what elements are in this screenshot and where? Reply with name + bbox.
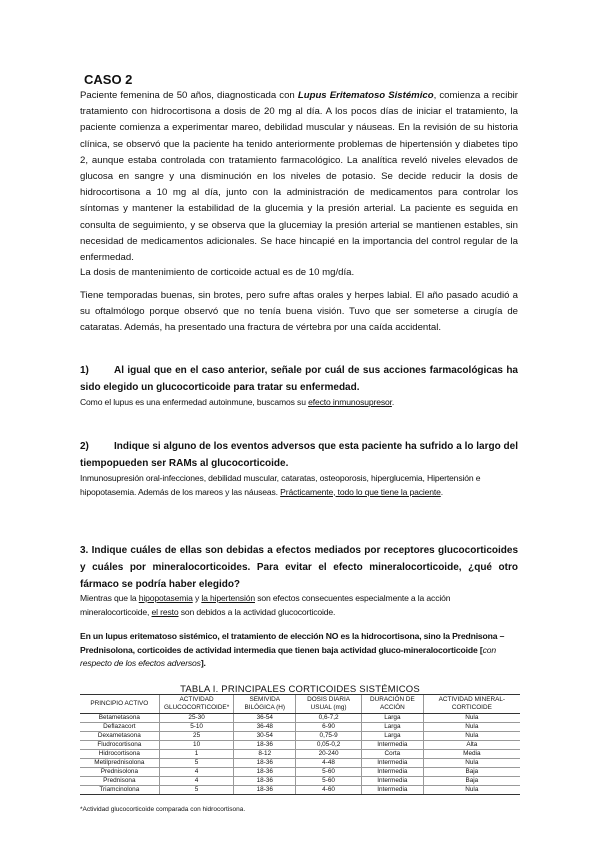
table-cell: 10 — [159, 741, 234, 750]
table-cell: 18-36 — [234, 759, 296, 768]
table-footnote: *Actividad glucocorticoide comparada con hidrocortisona. — [80, 806, 246, 813]
table-row — [80, 741, 520, 750]
table-cell: Hidrocortisona — [80, 750, 159, 759]
table-cell: Nula — [423, 786, 520, 795]
table-cell: 5 — [159, 786, 234, 795]
table-cell: Triamcinolona — [80, 786, 159, 795]
answer-3b-italic: con respecto de los efectos adversos — [80, 644, 496, 668]
header-duracion: DURACIÓN DE ACCIÓN — [362, 695, 424, 714]
table-cell: Baja — [423, 777, 520, 786]
table-row — [80, 759, 520, 768]
table-cell: 5-10 — [159, 723, 234, 732]
answer-3b-end: ]. — [200, 658, 206, 668]
table-cell: 0,75-9 — [296, 732, 362, 741]
question-2-text: Indique si alguno de los eventos adversos que esta paciente ha sufrido a lo largo del tiempopueden ser RAMs al glucocorticoide. — [80, 441, 518, 469]
answer-3a-end: son debidos a la actividad glucocorticoide. — [178, 606, 336, 617]
answer-3a-text: Mientras que la — [80, 593, 139, 603]
table-cell: 25 — [159, 732, 234, 741]
table-cell: 4-48 — [296, 759, 362, 768]
table-cell: Media — [423, 750, 520, 759]
table-cell: 5 — [159, 759, 234, 768]
answer-2-text: Inmunosupresión oral-infecciones, debilidad muscular, cataratas, osteoporosis, hiperglucemia, Hipertensión e hipopotasemia. Además de los mareos y las náuseas. — [80, 473, 481, 497]
table-caption: TABLA I. PRINCIPALES CORTICOIDES SISTÉMICOS — [180, 684, 420, 695]
question-1 — [80, 362, 518, 396]
answer-2-end: . — [440, 486, 444, 497]
table-cell: Deflazacort — [80, 723, 159, 732]
case-text: Paciente femenina de 50 años, diagnosticada con Lupus Eritematoso Sistémico, comienza a recibir tratamiento con hidrocortisona a dosis de 20 mg al día. A los pocos días de iniciar el tratamiento, la paciente comienza a experimentar mareo, debilidad muscular y náuseas. En la revisión de su historia clínica, se observó que la paciente ha tenido anteriormente problemas de hipertensión y diabetes tipo 2, aunque estaba controlada con tratamiento farmacológico. La analítica reveló niveles elevados de glucosa en sangre y una disminución en los niveles de potasio. Se decide reducir la dosis de hidrocortisona a 10 mg al día, junto con la administración de medicamentos para controlar los síntomas y mantener la estabilidad de la glucemia y la presión arterial. La paciente es seguida en consulta de seguimiento, y se observa que la glucemiay la presión arterial se mantienen estables, sin necesidad de medicamentos adicionales. Se hace hincapié en la importancia del control regular de la enfermedad. — [80, 90, 519, 264]
table-cell: 18-36 — [234, 777, 296, 786]
table-cell: 30-54 — [234, 732, 296, 741]
table-cell: Larga — [362, 714, 424, 723]
table-row — [80, 768, 520, 777]
table-cell: 1 — [159, 750, 234, 759]
table-cell: 18-36 — [234, 786, 296, 795]
answer-2-underlined: Prácticamente, todo lo que tiene la paciente — [280, 486, 441, 497]
case-title: CASO 2 — [84, 72, 133, 87]
table-cell: 20-240 — [296, 750, 362, 759]
table-cell: Intermedia — [362, 768, 424, 777]
table-cell: Larga — [362, 723, 424, 732]
table-cell: 5-60 — [296, 777, 362, 786]
table-cell: Alta — [423, 741, 520, 750]
table-cell: 0,6-7,2 — [296, 714, 362, 723]
table-cell: Intermedia — [362, 759, 424, 768]
table-row — [80, 732, 520, 741]
table-cell: Baja — [423, 768, 520, 777]
corticoid-table — [80, 694, 520, 795]
answer-3b — [80, 630, 520, 671]
question-1-number: 1) — [80, 365, 89, 376]
question-3: 3. Indique cuáles de ellas son debidas a efectos mediados por receptores glucocorticoides y cuáles por mineralocorticoides. Para evitar el efecto mineralocorticoide, ¿qué otro fármaco se podría haber elegido? — [80, 545, 518, 590]
question-2 — [80, 438, 518, 472]
table-cell: Prednisona — [80, 777, 159, 786]
answer-3a-resto: el resto — [151, 606, 179, 617]
table-cell: Prednisolona — [80, 768, 159, 777]
answer-3a-mid: son efectos consecuentes especialmente a la acción mineralocorticoide, — [80, 593, 451, 617]
answer-1 — [80, 396, 520, 410]
header-mineral: ACTIVIDAD MINERAL-CORTICOIDE — [423, 695, 520, 714]
table-cell: 8-12 — [234, 750, 296, 759]
table-cell: Betametasona — [80, 714, 159, 723]
table-row — [80, 723, 520, 732]
answer-3a-join: y — [192, 593, 202, 603]
maintenance-dose: La dosis de mantenimiento de corticoide actual es de 10 mg/día. — [80, 267, 355, 278]
table-header-row — [80, 695, 520, 714]
table-cell: Nula — [423, 759, 520, 768]
answer-3a — [80, 592, 520, 619]
table-cell: Fludrocortisona — [80, 741, 159, 750]
table-cell: 6-90 — [296, 723, 362, 732]
answer-1-underlined: efecto inmunosupresor — [308, 397, 392, 407]
table-cell: Intermedia — [362, 777, 424, 786]
table-cell: 5-60 — [296, 768, 362, 777]
answer-3a-hipertension: la hipertensión — [201, 593, 255, 603]
table-row — [80, 786, 520, 795]
table-cell: Nula — [423, 714, 520, 723]
header-semivida: SEMIVIDA BILÓGICA (H) — [234, 695, 296, 714]
answer-3b-text: En un lupus eritematoso sistémico, el tratamiento de elección NO es la hidrocortisona, sino la Prednisona – Prednisolona, corticoides de actividad intermedia que tienen baja actividad gluco-mineralocorticoide [ — [80, 631, 505, 655]
table-row — [80, 750, 520, 759]
table-cell: 4 — [159, 777, 234, 786]
table-cell: Intermedia — [362, 786, 424, 795]
header-glucocorticoide: ACTIVIDAD GLUCOCORTICOIDE* — [159, 695, 234, 714]
table-cell: 4-60 — [296, 786, 362, 795]
case-description — [80, 88, 518, 266]
table-cell: Nula — [423, 723, 520, 732]
table-cell: 18-36 — [234, 741, 296, 750]
table-cell: 36-48 — [234, 723, 296, 732]
table-cell: 18-36 — [234, 768, 296, 777]
case-history: Tiene temporadas buenas, sin brotes, pero sufre aftas orales y herpes labial. El año pasado acudió a su oftalmólogo porque observó que no tenía buena visión. Tuvo que ser someterse a cirugía de cataratas. Además, ha presentado una fractura de vértebra por una caída accidental. — [80, 290, 518, 334]
table-cell: Intermedia — [362, 741, 424, 750]
answer-1-text: Como el lupus es una enfermedad autoinmune, buscamos su — [80, 397, 309, 407]
table-cell: 0,05-0,2 — [296, 741, 362, 750]
table-cell: 4 — [159, 768, 234, 777]
answer-1-end: . — [391, 397, 395, 407]
table-cell: Metilprednisolona — [80, 759, 159, 768]
table-cell: 25-30 — [159, 714, 234, 723]
header-dosis: DOSIS DIARIA USUAL (mg) — [296, 695, 362, 714]
question-2-number: 2) — [80, 441, 89, 452]
table-cell: Dexametasona — [80, 732, 159, 741]
header-principio: PRINCIPIO ACTIVO — [80, 695, 159, 714]
disease-name: Lupus Eritematoso Sistémico — [297, 90, 434, 101]
answer-2 — [80, 472, 520, 499]
answer-3a-hipopotasemia: hipopotasemia — [138, 593, 193, 603]
table-row — [80, 714, 520, 723]
table-row — [80, 777, 520, 786]
table-cell: Nula — [423, 732, 520, 741]
table-body — [80, 714, 520, 795]
table-cell: 36-54 — [234, 714, 296, 723]
table-cell: Corta — [362, 750, 424, 759]
question-1-text: Al igual que en el caso anterior, señale por cuál de sus acciones farmacológicas ha sido elegido un glucocorticoide para tratar su enfermedad. — [80, 365, 518, 393]
table-cell: Larga — [362, 732, 424, 741]
